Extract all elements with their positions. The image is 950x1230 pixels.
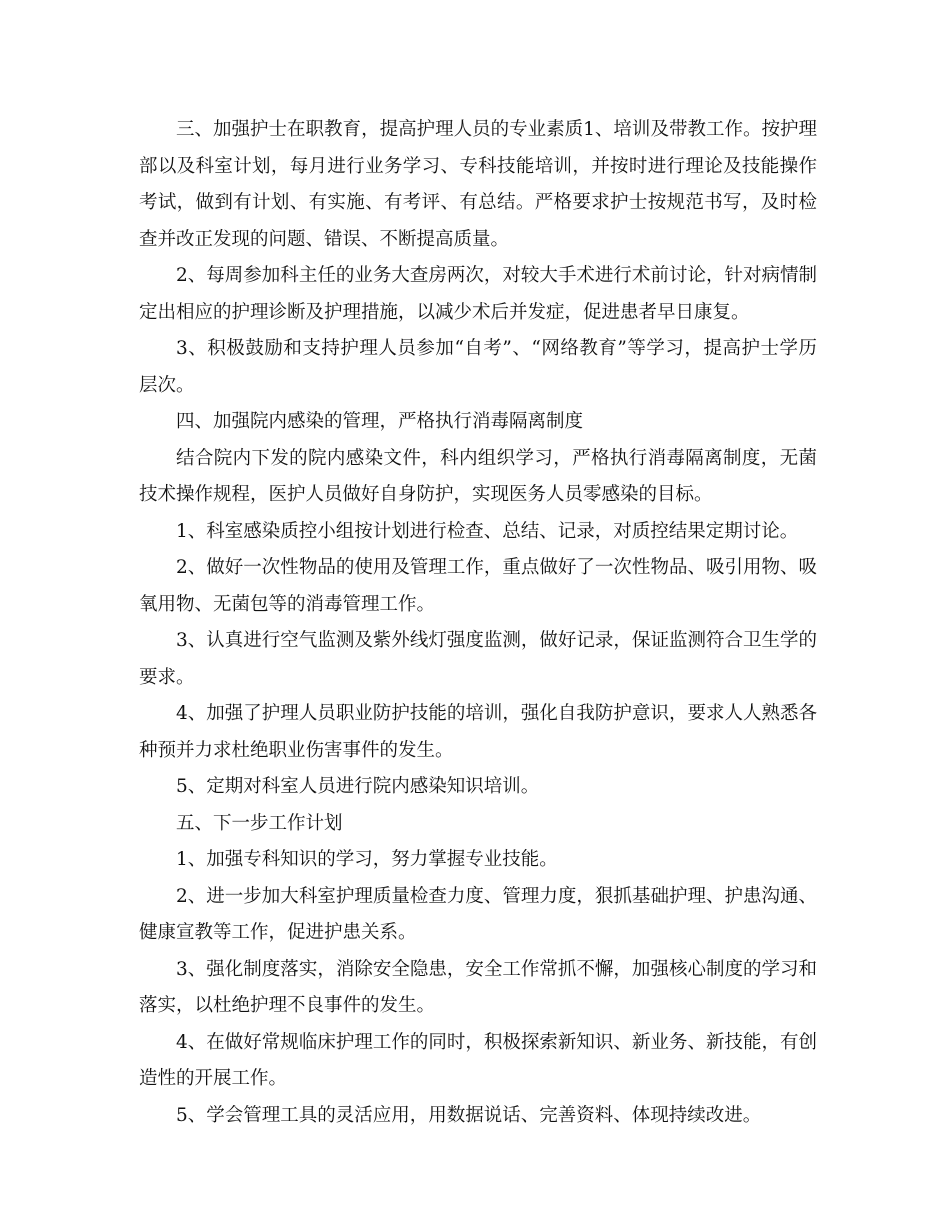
section-4-item-4: 4、加强了护理人员职业防护技能的培训，强化自我防护意识，要求人人熟悉各种预并力求杜绝职业伤害事件的发生。 [139, 703, 817, 761]
section-3-item-3: 3、积极鼓励和支持护理人员参加“自考”、“网络教育”等学习，提高护士学历层次。 [139, 338, 817, 396]
section-4-item-1: 1、科室感染质控小组按计划进行检查、总结、记录，对质控结果定期讨论。 [176, 520, 799, 542]
section-5-item-2: 2、进一步加大科室护理质量检查力度、管理力度，狠抓基础护理、护患沟通、健康宣教等工作，促进护患关系。 [139, 885, 817, 943]
section-5-item-4: 4、在做好常规临床护理工作的同时，积极探索新知识、新业务、新技能，有创造性的开展工作。 [139, 1031, 817, 1089]
section-4-item-2: 2、做好一次性物品的使用及管理工作，重点做好了一次性物品、吸引用物、吸氧用物、无菌包等的消毒管理工作。 [139, 557, 817, 615]
section-5-heading: 五、下一步工作计划 [176, 812, 343, 834]
section-4-item-3: 3、认真进行空气监测及紫外线灯强度监测，做好记录，保证监测符合卫生学的要求。 [139, 630, 817, 688]
document-body [139, 112, 817, 1134]
section-5-item-1: 1、加强专科知识的学习，努力掌握专业技能。 [176, 849, 558, 870]
section-4-intro: 结合院内下发的院内感染文件，科内组织学习，严格执行消毒隔离制度，无菌技术操作规程，医护人员做好自身防护，实现医务人员零感染的目标。 [139, 447, 817, 505]
section-5-item-5: 5、学会管理工具的灵活应用，用数据说话、完善资料、体现持续改进。 [176, 1104, 762, 1126]
section-4-heading: 四、加强院内感染的管理，严格执行消毒隔离制度 [176, 411, 584, 432]
section-4-item-5: 5、定期对科室人员进行院内感染知识培训。 [176, 776, 540, 797]
section-3-heading-paragraph: 三、加强护士在职教育，提高护理人员的专业素质1、培训及带教工作。按护理部以及科室计划，每月进行业务学习、专科技能培训，并按时进行理论及技能操作考试，做到有计划、有实施、有考评、有总结。严格要求护士按规范书写，及时检查并改正发现的问题、错误、不断提高质量。 [139, 119, 817, 250]
section-5-item-3: 3、强化制度落实，消除安全隐患，安全工作常抓不懈，加强核心制度的学习和落实，以杜绝护理不良事件的发生。 [139, 958, 817, 1016]
section-3-item-2: 2、每周参加科主任的业务大查房两次，对较大手术进行术前讨论，针对病情制定出相应的护理诊断及护理措施，以减少术后并发症，促进患者早日康复。 [139, 265, 817, 323]
